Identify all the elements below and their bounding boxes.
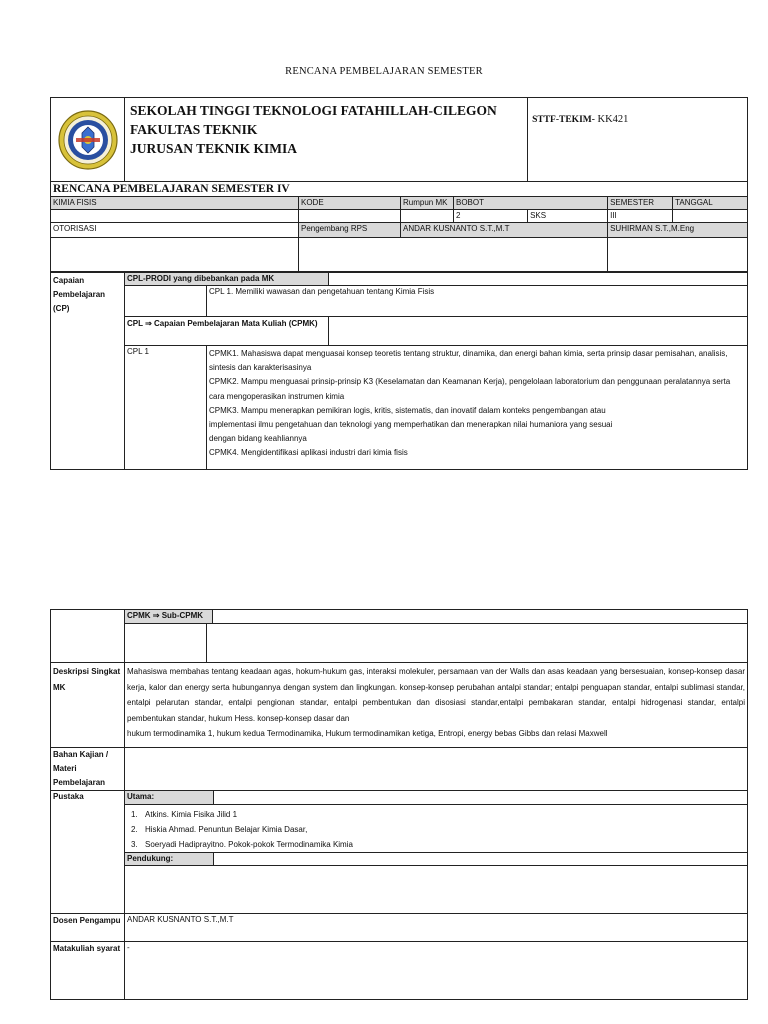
code-prefix: STTF-TEKIM-: [532, 115, 595, 125]
tanggal-header: TANGGAL: [673, 197, 748, 210]
cpmk4-text: CPMK4. Mengidentifikasi aplikasi industri dari kimia fisis: [209, 448, 408, 458]
logo-cell: [51, 98, 125, 182]
cp-table: [50, 272, 748, 470]
sub-cpmk-code-cell: [125, 624, 207, 663]
bobot-header: BOBOT: [454, 197, 608, 210]
pendukung-label: Pendukung:: [125, 852, 213, 865]
sub-cpmk-left-blank: [51, 610, 125, 663]
pendukung-header-blank: [213, 852, 748, 865]
rumpun-header: Rumpun MK: [401, 197, 454, 210]
sub-cpmk-header: CPMK ⇒ Sub-CPMK: [125, 610, 213, 624]
deskripsi-label: Deskripsi Singkat MK: [51, 663, 125, 748]
bahan-kajian-label: Bahan Kajian / Materi Pembelajaran: [51, 748, 125, 791]
bobot-unit: SKS: [528, 210, 608, 223]
deskripsi-last-line: hukum termodinamika 1, hukum kedua Termodinamika, Hukum termodinamikan ketiga, Entropi, energy bebas Gibbs dan relasi Maxwell: [127, 729, 608, 739]
document-title: RENCANA PEMBELAJARAN SEMESTER: [285, 66, 483, 77]
cpl-prodi-header: CPL-PRODI yang dibebankan pada MK: [125, 273, 329, 286]
otorisasi-empty: [51, 238, 299, 272]
cpl1-label: CPL 1: [125, 346, 207, 470]
institution-cell: [125, 98, 528, 182]
syarat-label: Matakuliah syarat: [51, 942, 125, 1000]
course-empty: [51, 210, 299, 223]
deskripsi-cell: [125, 663, 748, 748]
cpmk2-text: CPMK2. Mampu menguasai prinsip-prinsip K3 (Keselamatan dan Keamanan Kerja), pengelolaan laboratorium dan penggunaan peralatannya serta cara mengoperasikan instrumen kimia: [209, 377, 731, 401]
syarat-value: -: [125, 942, 748, 1000]
cp-label: Capaian Pembelajaran (CP): [51, 273, 125, 470]
list-item: 3. Soeryadi Hadiprayitno. Pokok-pokok Termodinamika Kimia: [131, 839, 353, 849]
dosen-label: Dosen Pengampu: [51, 914, 125, 942]
course-name: KIMIA FISIS: [51, 197, 299, 210]
cpmk-header: CPL ⇒ Capaian Pembelajaran Mata Kuliah (CPMK): [125, 317, 329, 346]
pustaka-cell: [125, 791, 748, 914]
dosen-name: ANDAR KUSNANTO S.T.,M.T: [125, 914, 748, 942]
cpl1-number-cell: [125, 286, 207, 317]
semester-value: III: [608, 210, 673, 223]
signature-kaprodi: [608, 238, 748, 272]
institution-name: SEKOLAH TINGGI TEKNOLOGI FATAHILLAH-CILEGON: [130, 103, 497, 118]
kode-value: [299, 210, 401, 223]
faculty-name: FAKULTAS TEKNIK: [130, 122, 258, 137]
utama-label: Utama:: [125, 791, 213, 804]
pustaka-inner-table: [125, 791, 748, 913]
otorisasi-label: OTORISASI: [51, 223, 299, 238]
rps-header-table: [50, 97, 748, 272]
rps-semester-title: RENCANA PEMBELAJARAN SEMESTER IV: [51, 182, 748, 197]
rumpun-value: [401, 210, 454, 223]
cpmk3-text: CPMK3. Mampu menerapkan pemikiran logis, kritis, sistematis, dan inovatif dalam konteks pengembangan atau implementasi ilmu pengetahuan dan teknologi yang memperhatikan dan menerapkan nilai humaniora yang sesuai dengan bidang keahliannya: [209, 405, 613, 444]
pengembang-name: ANDAR KUSNANTO S.T.,M.T: [401, 223, 608, 238]
cpmk-header-blank: [329, 317, 748, 346]
cpmk1-text: CPMK1. Mahasiswa dapat menguasai konsep teoretis tentang struktur, dinamika, dan energi bahan kimia, serta prinsip dasar pemisahan, analisis, sintesis dan karakterisasinya: [209, 349, 728, 373]
sub-cpmk-text-cell: [207, 624, 748, 663]
bahan-kajian-value: [125, 748, 748, 791]
department-name: JURUSAN TEKNIK KIMIA: [130, 141, 298, 156]
cpmk-list: [207, 346, 748, 470]
tanggal-value: [673, 210, 748, 223]
pengembang-label: Pengembang RPS: [299, 223, 401, 238]
deskripsi-text: Mahasiswa membahas tentang keadaan agas, hokum-hukum gas, interaksi molekuler, persamaan van der Walls dan asas keadaan yang bersesuaian, konsep-konsep dasar kerja, kalor dan energy serta hubungannya dengan system dan lingkungan. konsep-konsep perubahan antalpi standar; entalpi penguapan standar, entalpi sublimasi standar, entalpi pelarutan standar, entalpi pengionan standar, entalpi pembentukan dan disosiasi standar,entalpi pembakaran standar, entalpi hidrogenasi standar, entalpi pembentukan standar, hukum Hess. konsep-konsep dasar dan: [127, 667, 745, 723]
semester-header: SEMESTER: [608, 197, 673, 210]
bobot-value: 2: [454, 210, 528, 223]
kaprodi-name: SUHIRMAN S.T.,M.Eng: [608, 223, 748, 238]
pendukung-list-cell: [125, 865, 748, 913]
rps-detail-table: [50, 609, 748, 1000]
list-item: 2. Hiskia Ahmad. Penuntun Belajar Kimia Dasar,: [131, 824, 308, 834]
code-value: KK421: [594, 114, 629, 125]
cpl1-text: CPL 1. Memiliki wawasan dan pengetahuan tentang Kimia Fisis: [207, 286, 748, 317]
sub-cpmk-header-blank: [213, 610, 748, 624]
cpl-prodi-header-blank: [329, 273, 748, 286]
utama-blank: [213, 791, 748, 804]
college-seal-icon: [57, 109, 119, 171]
pustaka-utama-list: [127, 807, 746, 852]
signature-pengembang: [299, 238, 608, 272]
pustaka-label: Pustaka: [51, 791, 125, 914]
kode-header: KODE: [299, 197, 401, 210]
list-item: 1. Atkins. Kimia Fisika Jilid 1: [131, 809, 238, 819]
course-code-cell: [528, 98, 748, 182]
pustaka-utama-list-cell: [125, 804, 748, 852]
